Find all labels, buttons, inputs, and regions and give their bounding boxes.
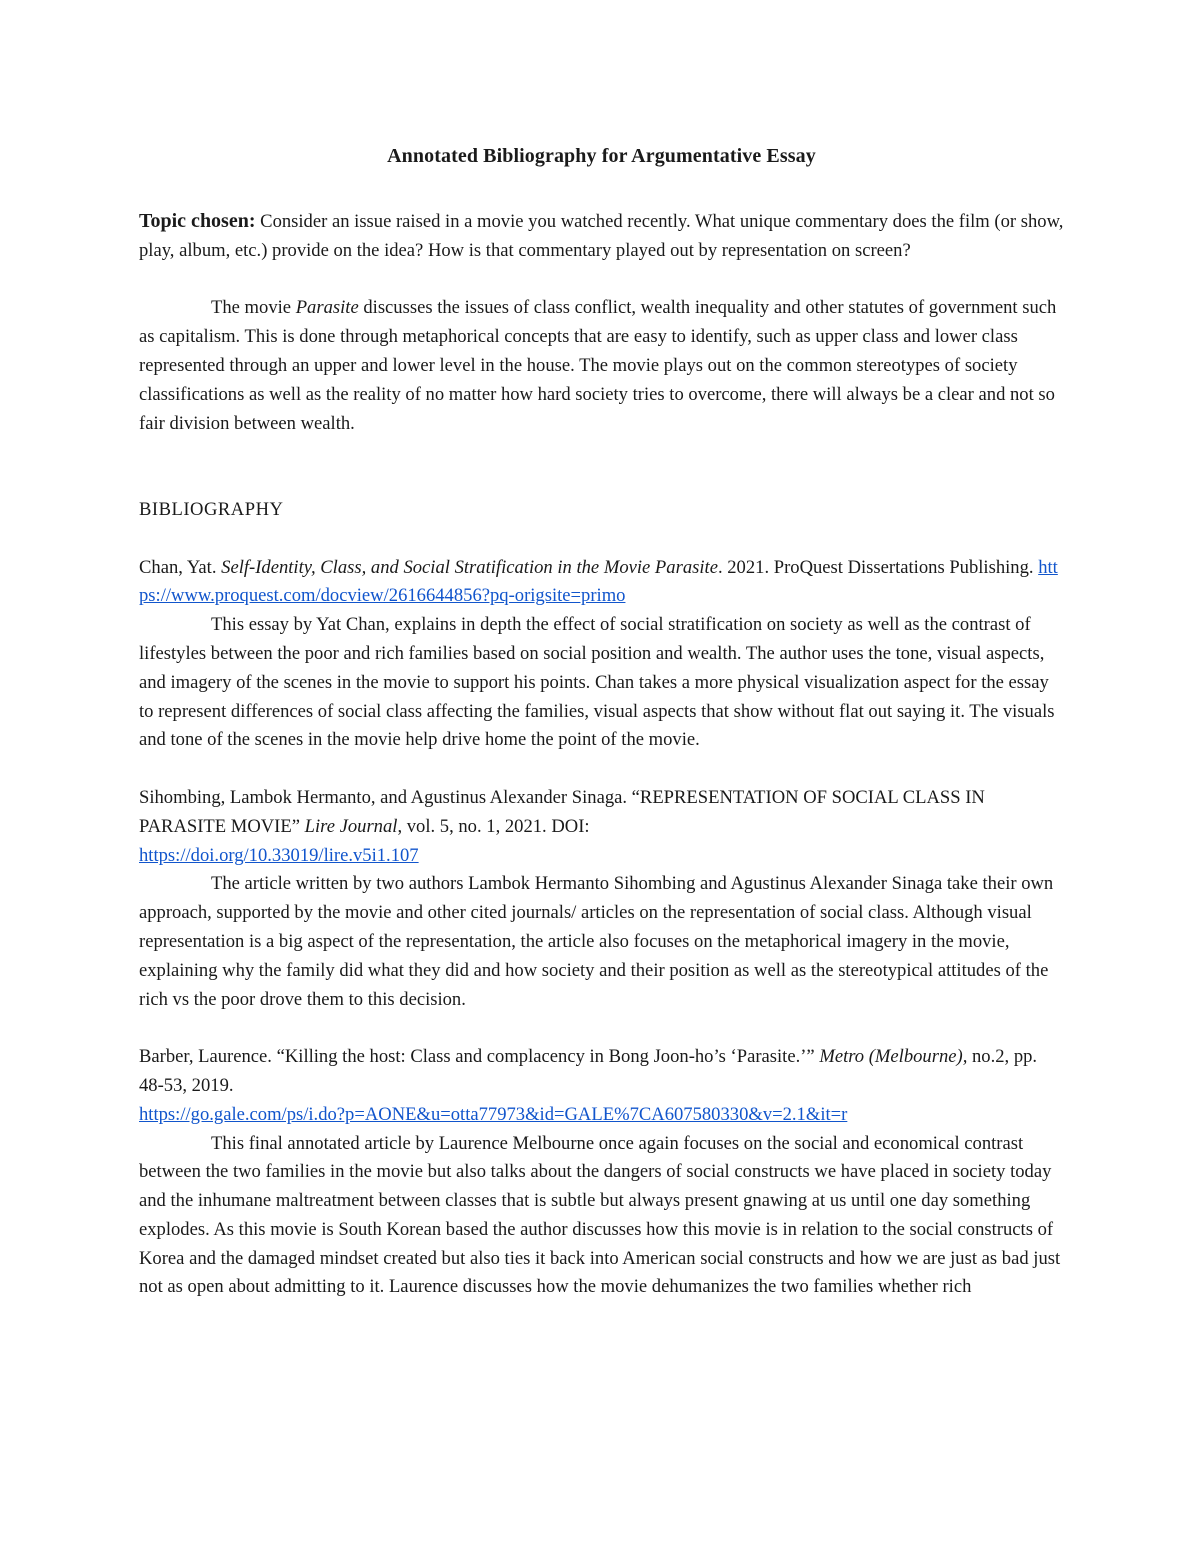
citation-link[interactable]: https://go.gale.com/ps/i.do?p=AONE&u=otta77973&id=GALE%7CA607580330&v=2.1&it=r <box>139 1103 848 1125</box>
citation <box>139 1043 1064 1129</box>
citation-publisher: . 2021. ProQuest Dissertations Publishing. <box>717 556 1039 578</box>
citation-link[interactable]: https://www.proquest.com/docview/2616644856?pq-origsite=primo <box>139 556 1058 607</box>
citation-author: Chan, Yat. <box>139 556 222 578</box>
bibliography-entry-1 <box>139 554 1064 756</box>
annotation-paragraph: This final annotated article by Laurence Melbourne once again focuses on the social and economical contrast between the two families in the movie but also talks about the dangers of social constructs we have placed in society today and the inhumane maltreatment between classes that is subtle but always present gnawing at us until one day something explodes. As this movie is South Korean based the author discusses how this movie is in relation to the social constructs of Korea and the damaged mindset created but also ties it back into American social constructs and how we are just as bad just not as open about admitting to it. Laurence discusses how the movie dehumanizes the two families whether rich <box>139 1132 1061 1298</box>
citation-journal: Metro (Melbourne), <box>819 1046 968 1068</box>
citation-author: Barber, Laurence. “Killing the host: Class and complacency in Bong Joon-ho’s ‘Parasite.’” <box>139 1046 820 1068</box>
topic-paragraph <box>139 207 1064 266</box>
bibliography-heading: BIBLIOGRAPHY <box>139 498 284 520</box>
document-title: Annotated Bibliography for Argumentative Essay <box>387 145 816 167</box>
citation-author: Sihombing, Lambok Hermanto, and Agustinus Alexander Sinaga. “REPRESENTATION OF SOCIAL CLASS IN PARASITE MOVIE” <box>139 786 985 837</box>
citation <box>139 784 1064 870</box>
document-page <box>139 141 1064 1331</box>
annotation-paragraph: This essay by Yat Chan, explains in depth the effect of social stratification on society as well as the contrast of lifestyles between the poor and rich families based on social position and wealth. The author uses the tone, visual aspects, and imagery of the scenes in the movie to support his points. Chan takes a more physical visualization aspect for the essay to represent differences of social class affecting the families, visual aspects that show without flat out saying it. The visuals and tone of the scenes in the movie help drive home the point of the movie. <box>139 614 1055 751</box>
citation-details: no.2, pp. 48-53, 2019. <box>139 1046 1038 1096</box>
thesis-movie-title: Parasite <box>295 297 359 319</box>
thesis-paragraph <box>139 294 1064 438</box>
bibliography-entry-3 <box>139 1043 1064 1302</box>
citation-details: , vol. 5, no. 1, 2021. DOI: <box>397 815 590 837</box>
thesis-text-before: The movie <box>211 297 296 319</box>
topic-text: Consider an issue raised in a movie you watched recently. What unique commentary does the film (or show, play, album, etc.) provide on the idea? How is that commentary played out by representation on screen? <box>139 211 1064 261</box>
citation-journal: Lire Journal <box>304 815 398 837</box>
citation <box>139 554 1064 612</box>
thesis-text-after: discusses the issues of class conflict, wealth inequality and other statutes of government such as capitalism. This is done through metaphorical concepts that are easy to identify, such as upper class and lower class represented through an upper and lower level in the house. The movie plays out on the common stereotypes of society classifications as well as the reality of no matter how hard society tries to overcome, there will always be a clear and not so fair division between wealth. <box>139 297 1057 434</box>
annotation-paragraph: The article written by two authors Lambok Hermanto Sihombing and Agustinus Alexander Sinaga take their own approach, supported by the movie and other cited journals/ articles on the representation of social class. Although visual representation is a big aspect of the representation, the article also focuses on the metaphorical imagery in the movie, explaining why the family did what they did and how society and their position as well as the stereotypical attitudes of the rich vs the poor drove them to this decision. <box>139 873 1054 1010</box>
citation-title: Self-Identity, Class, and Social Stratification in the Movie Parasite <box>221 556 718 578</box>
topic-label: Topic chosen: <box>139 210 256 232</box>
citation-link[interactable]: https://doi.org/10.33019/lire.v5i1.107 <box>139 844 419 866</box>
bibliography-entry-2 <box>139 784 1064 1014</box>
